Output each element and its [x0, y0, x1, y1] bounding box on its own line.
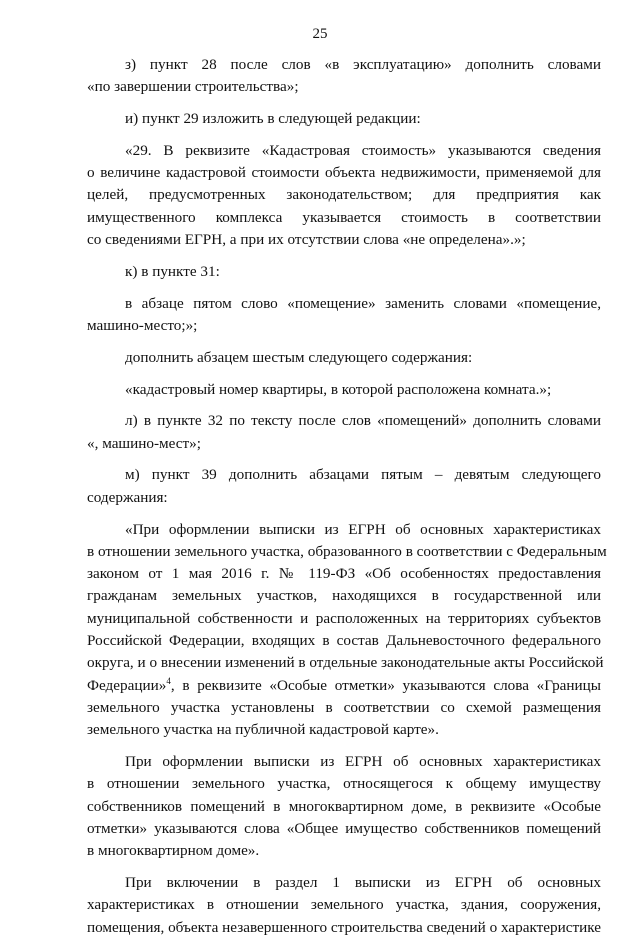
text-line: имущественного комплекса указывается стоимость в соответствии	[87, 208, 601, 226]
text-line: со сведениями ЕГРН, а при их отсутствии слова «не определена».»;	[87, 231, 526, 249]
text-line: земельного участка на публичной кадастровой карте».	[87, 721, 439, 739]
paragraph-item-m	[87, 464, 601, 509]
text-line: з) пункт 28 после слов «в эксплуатацию» дополнить словами	[125, 56, 601, 73]
text-line: к) в пункте 31:	[125, 262, 220, 280]
text-line: м) пункт 39 дополнить абзацами пятым – девятым следующего	[125, 466, 601, 484]
text-line: гражданам земельных участков, находящихся в государственной или	[87, 587, 601, 605]
text-line: в отношении земельного участка, образованного в соответствии с Федеральным	[87, 542, 607, 560]
text-line: «При оформлении выписки из ЕГРН об основных характеристиках	[125, 520, 601, 538]
text-line: «по завершении строительства»;	[87, 78, 299, 96]
text-line: характеристиках в отношении земельного участка, здания, сооружения,	[87, 896, 601, 914]
text-line: целей, предусмотренных законодательством; для предприятия как	[87, 186, 601, 204]
page-number: 25	[312, 26, 328, 42]
paragraph-clause-29	[87, 140, 601, 251]
paragraph-item-i	[87, 108, 601, 130]
text-line: Российской Федерации, входящих в состав Дальневосточного федерального	[87, 632, 601, 650]
text-line-footnote	[87, 675, 601, 697]
text-line: округа, и о внесении изменений в отдельные законодательные акты Российской	[87, 654, 604, 672]
text-line: законом от 1 мая 2016 г. № 119-ФЗ «Об особенностях предоставления	[87, 565, 601, 583]
paragraph-section-1	[87, 872, 601, 939]
text-line: л) в пункте 32 по тексту после слов «помещений» дополнить словами	[125, 412, 601, 430]
text-line: земельного участка установлены в соответствии со схемой размещения	[87, 698, 601, 716]
paragraph-item-k	[87, 261, 601, 283]
text-line: При включении в раздел 1 выписки из ЕГРН об основных	[125, 874, 601, 891]
document-body	[87, 54, 607, 939]
text-line: и) пункт 29 изложить в следующей редакции:	[125, 110, 421, 128]
text-line: дополнить абзацем шестым следующего содержания:	[125, 348, 473, 366]
paragraph-sixth-abzac	[87, 347, 601, 369]
paragraph-land-plot-extract	[87, 519, 607, 742]
paragraph-common-property	[87, 751, 601, 862]
text-line: муниципальной собственности и расположенных на территориях субъектов	[87, 609, 601, 627]
text-line: машино-место;»;	[87, 316, 198, 334]
text-line: о величине кадастровой стоимости объекта недвижимости, применяемой для	[87, 164, 601, 182]
text-line: «кадастровый номер квартиры, в которой расположена комната.»;	[125, 380, 552, 398]
paragraph-item-l	[87, 410, 601, 455]
paragraph-cadastral-number	[87, 379, 601, 401]
footnote-mark: 4	[166, 675, 171, 686]
paragraph-fifth-abzac	[87, 293, 601, 338]
text-line: При оформлении выписки из ЕГРН об основных характеристиках	[125, 753, 601, 771]
paragraph-item-z	[87, 54, 601, 99]
text-line: собственников помещений в многоквартирном доме, в реквизите «Особые	[87, 797, 601, 815]
text-line: содержания:	[87, 488, 168, 506]
text-segment: , в реквизите «Особые отметки» указываются слова «Границы	[170, 676, 601, 694]
text-segment: Федерации»	[87, 676, 167, 694]
text-line: в отношении земельного участка, относящегося к общему имуществу	[87, 775, 601, 793]
text-line: помещения, объекта незавершенного строительства сведений о характеристике	[87, 918, 601, 936]
text-line: в абзаце пятом слово «помещение» заменить словами «помещение,	[125, 294, 601, 312]
text-line: отметки» указываются слова «Общее имущество собственников помещений	[87, 819, 601, 837]
text-line: «, машино-мест»;	[87, 434, 201, 452]
text-line: в многоквартирном доме».	[87, 842, 260, 860]
text-line: «29. В реквизите «Кадастровая стоимость» указываются сведения	[125, 141, 601, 159]
